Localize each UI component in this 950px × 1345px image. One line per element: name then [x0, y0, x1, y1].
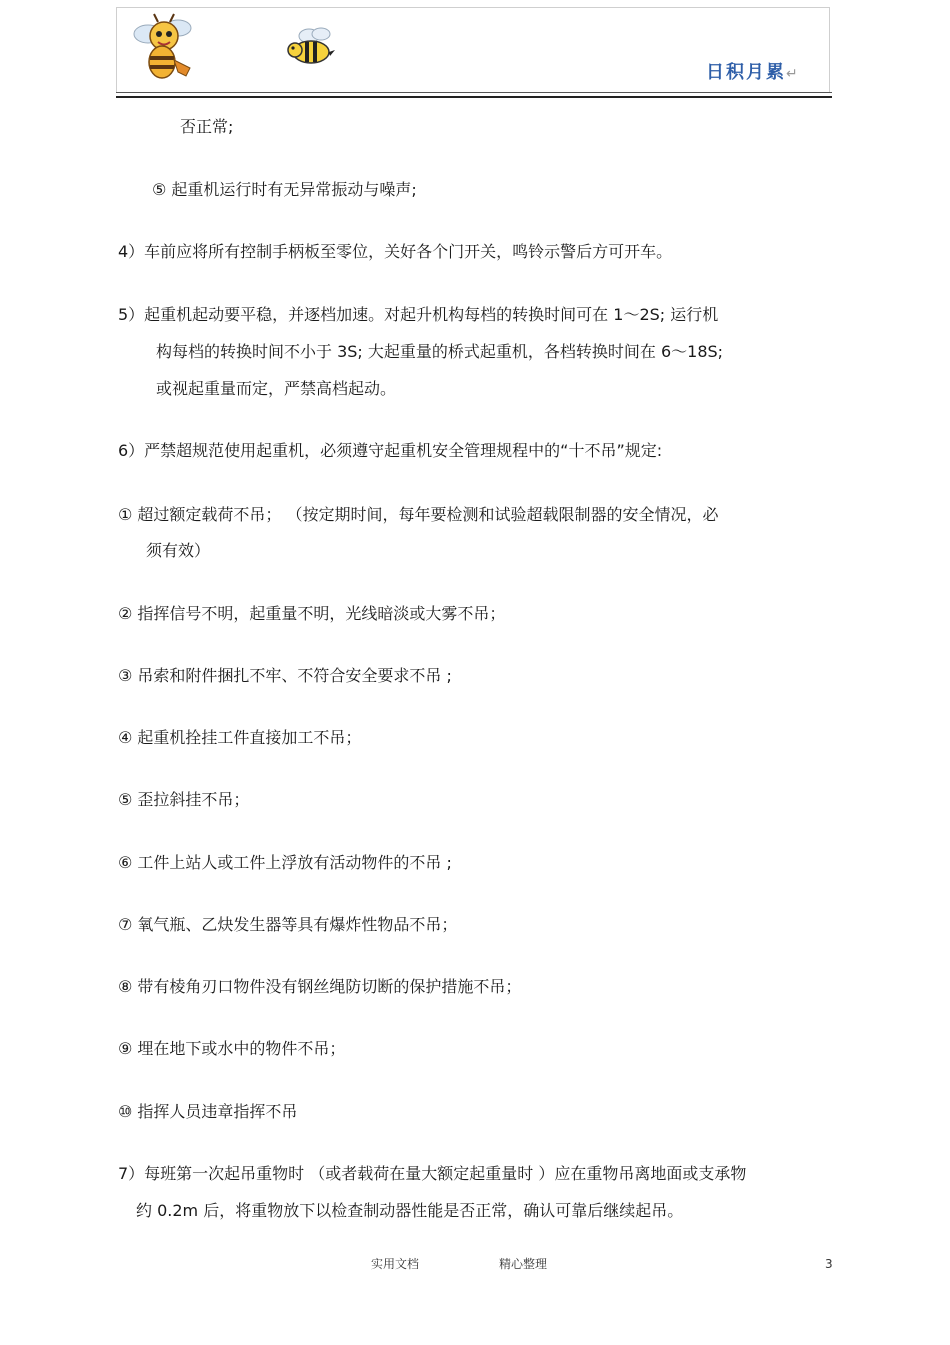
text-line: 约 0.2m 后，将重物放下以检查制动器性能是否正常，确认可靠后继续起吊。 — [136, 1201, 684, 1220]
header-rule — [116, 92, 832, 93]
text-line: ⑤ 歪拉斜挂不吊； — [118, 790, 250, 809]
text-line: ④ 起重机拴挂工件直接加工不吊； — [118, 728, 362, 747]
text-line: ③ 吊索和附件捆扎不牢、不符合安全要求不吊 ; — [118, 666, 452, 685]
bee-mascot-icon — [128, 12, 204, 84]
text-line: ⑩ 指挥人员违章指挥不吊 — [118, 1102, 298, 1121]
text-line: ⑨ 埋在地下或水中的物件不吊； — [118, 1039, 346, 1058]
text-line: ② 指挥信号不明，起重量不明，光线暗淡或大雾不吊； — [118, 604, 506, 623]
text-line: 5）起重机起动要平稳，并逐档加速。对起升机构每档的转换时间可在 1～2S; 运行机 — [118, 305, 719, 324]
text-line: 须有效） — [146, 541, 211, 560]
text-line: 7）每班第一次起吊重物时 （或者载荷在量大额定起重量时 ）应在重物吊离地面或支承物 — [118, 1164, 747, 1183]
text-line: 否正常; — [180, 117, 234, 136]
return-mark: ↵ — [786, 66, 798, 82]
small-bee-icon — [283, 26, 337, 68]
text-line: ① 超过额定载荷不吊； （按定期时间，每年要检测和试验超载限制器的安全情况，必 — [118, 505, 719, 524]
text-line: 4）车前应将所有控制手柄板至零位，关好各个门开关，鸣铃示警后方可开车。 — [118, 242, 673, 261]
footer-left-text: 实用文档 — [371, 1257, 420, 1271]
text-line: ⑦ 氧气瓶、乙炔发生器等具有爆炸性物品不吊； — [118, 915, 458, 934]
text-line: ⑤ 起重机运行时有无异常振动与噪声; — [152, 180, 417, 199]
brand-logo — [706, 62, 798, 85]
text-line: ⑧ 带有棱角刃口物件没有钢丝绳防切断的保护措施不吊； — [118, 977, 522, 996]
header-rule-thick — [116, 96, 832, 98]
page-number: 3 — [825, 1257, 833, 1271]
footer-center-text: 精心整理 — [499, 1257, 548, 1271]
text-line: ⑥ 工件上站人或工件上浮放有活动物件的不吊 ; — [118, 853, 452, 872]
text-line: 或视起重量而定，严禁高档起动。 — [156, 379, 397, 398]
text-line: 构每档的转换时间不小于 3S; 大起重量的桥式起重机，各档转换时间在 6～18S; — [156, 342, 724, 361]
text-line: 6）严禁超规范使用起重机，必须遵守起重机安全管理规程中的“十不吊”规定: — [118, 441, 663, 460]
brand-text: 日积月累 — [706, 62, 786, 83]
